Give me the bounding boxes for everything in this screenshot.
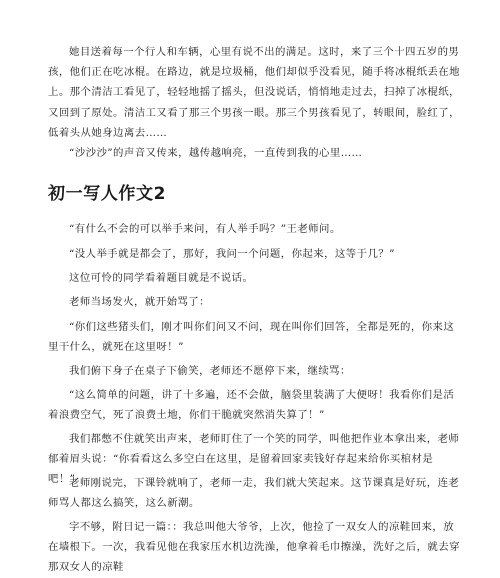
paragraph-diary: 字不够，附日记一篇：：我总叫他大爷爷，上次，他捡了一双女人的凉鞋回来，放在墙根下。一次，我看见他在我家压水机边洗澡，他拿着毛巾擦澡，洗好之后，就去穿那双女人的凉鞋 [48,521,460,574]
paragraph-poor-classmate: 这位可怜的同学看着题目就是不说话。 [69,272,254,284]
paragraph-rustling-sound: “沙沙沙”的声音又传来，越传越响亮，一直传到我的心里…… [69,147,363,159]
paragraph-giggling: 我们俯下身子在桌子下偷笑，老师还不愿停下来，继续骂： [69,365,351,377]
paragraph-simple-question: “这么简单的问题，讲了十多遍，还不会做，脑袋里装满了大便呀！我看你们是活着浪费空气，死了浪费土地，你们干脆就突然消失算了！” [48,389,455,422]
paragraph-cleaner-story: 她目送着每一个行人和车辆，心里有说不出的满足。这时，来了三个十四五岁的男孩，他们正在吃冰棍。在路边，就是垃圾桶，他们却似乎没看见，随手将冰棍纸丢在地上。那个清洁工看见了，轻轻地摇了摇头，但没说话，悄悄地走过去，扫掉了冰棍纸，又回到了原处。清洁工又看了那三个男孩一眼。那三个男孩看见了，转眼间，脸红了，低着头从她身边离去…… [48,46,460,139]
paragraph-bell-rings: 老师刚说完，下课铃就响了，老师一走，我们就大笑起来。这节课真是好玩，连老师骂人都这么搞笑，这么新潮。 [48,477,460,510]
paragraph-teacher-angry: 老师当场发火，就开始骂了： [69,296,210,308]
paragraph-teacher-scolding: “你们这些猪头们，刚才叫你们问又不问，现在叫你们回答，全都是死的，你来这里干什么，就死在这里呀！” [48,321,455,354]
section-heading: 初一写人作文2 [48,184,167,204]
paragraph-no-hands: “没人举手就是都会了，那好，我问一个问题，你起来，这等于几？” [69,248,395,260]
paragraph-laugh-out: 我们都憋不住就笑出声来，老师盯住了一个笑的同学，叫他把作业本拿出来，老师郁着眉头说：“你看看这么多空白在这里，是留着回家卖钱好存起来给你买棺材是吧！” [48,433,460,486]
paragraph-teacher-question: “有什么不会的可以举手来问，有人举手吗？”王老师问。 [69,223,341,235]
